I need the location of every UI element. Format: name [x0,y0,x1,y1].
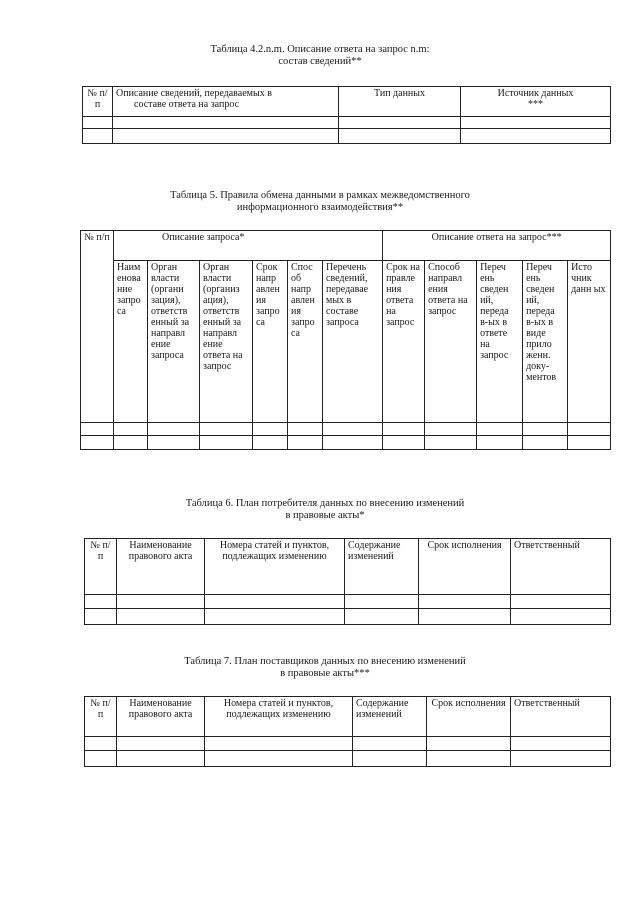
table-row [85,609,611,625]
table-cell[interactable] [477,436,523,450]
table-cell[interactable] [523,423,568,436]
table-4-2-title-line1: Таблица 4.2.n.m. Описание ответа на запрос n.m: [210,44,430,55]
table-cell[interactable] [81,436,114,450]
table-row [85,751,611,767]
table-cell[interactable] [200,436,253,450]
col-header-content: Содержание изменений [345,539,419,595]
table-row [85,697,611,737]
table-6 [84,538,611,625]
table-cell[interactable] [419,609,511,625]
table-cell[interactable] [148,436,200,450]
table-5-title-line2: информационного взаимодействия** [236,202,404,213]
table-row [81,423,611,436]
table-cell[interactable] [419,595,511,609]
table-cell[interactable] [114,436,148,450]
table-cell[interactable] [85,751,117,767]
table-cell[interactable] [85,609,117,625]
col-header-act-name: Наименование правового акта [117,697,205,737]
table-cell[interactable] [511,737,611,751]
col-header-act-name: Наименование правового акта [117,539,205,595]
col-header-request-term: Срок напр авлен ия запро са [253,261,288,423]
col-header-request-authority: Орган власти (органи зация), ответств енный за направл ение запроса [148,261,200,423]
table-7 [84,696,611,767]
col-header-response-term: Срок на правле ния ответа на запрос [383,261,425,423]
table-cell[interactable] [117,737,205,751]
table-6-title-line2: в правовые акты* [285,510,365,521]
col-header-response-method: Способ направл ения ответа на запрос [425,261,477,423]
table-cell[interactable] [511,595,611,609]
col-header-articles: Номера статей и пунктов, подлежащих изменению [205,539,345,595]
col-header-num: № п/п [81,231,114,423]
col-header-responsible: Ответственный [511,697,611,737]
col-header-response-fields: Переч ень сведен ий, переда в-ых в ответе на запрос [477,261,523,423]
table-cell[interactable] [427,737,511,751]
table-cell[interactable] [253,436,288,450]
col-header-data-source-line1: Источник данных [497,88,574,99]
col-header-data-source [461,87,611,117]
table-row [83,117,611,129]
col-header-num: № п/п [85,697,117,737]
table-row [85,595,611,609]
table-cell[interactable] [323,436,383,450]
table-cell[interactable] [427,751,511,767]
table-cell[interactable] [205,751,353,767]
table-cell[interactable] [288,436,323,450]
table-cell[interactable] [353,751,427,767]
table-cell[interactable] [85,737,117,751]
table-5-title-line1: Таблица 5. Правила обмена данными в рамках межведомственного [170,190,470,201]
table-cell[interactable] [288,423,323,436]
table-row [85,737,611,751]
col-header-term: Срок исполнения [427,697,511,737]
table-cell[interactable] [383,423,425,436]
col-header-data-type: Тип данных [339,87,461,117]
col-header-num: № п/п [85,539,117,595]
col-header-responsible: Ответственный [511,539,611,595]
table-row [81,231,611,261]
table-cell[interactable] [461,129,611,144]
col-header-response-authority: Орган власти (организ ация), ответств енный за направл ение ответа на запрос [200,261,253,423]
col-header-num: № п/п [83,87,113,117]
table-cell[interactable] [117,751,205,767]
col-header-content: Содержание изменений [353,697,427,737]
table-cell[interactable] [113,117,339,129]
table-cell[interactable] [113,129,339,144]
table-cell[interactable] [323,423,383,436]
table-cell[interactable] [425,423,477,436]
table-cell[interactable] [83,117,113,129]
table-cell[interactable] [339,129,461,144]
table-cell[interactable] [253,423,288,436]
table-cell[interactable] [345,609,419,625]
table-cell[interactable] [523,436,568,450]
col-header-request-name: Наим енова ние запро са [114,261,148,423]
table-cell[interactable] [339,117,461,129]
table-4-2-title-line2: состав сведений** [278,56,362,67]
col-header-request-method: Спос об напр авлен ия запро са [288,261,323,423]
table-row [83,87,611,117]
table-6-title-line1: Таблица 6. План потребителя данных по внесению изменений [185,498,465,509]
table-row [83,129,611,144]
table-cell[interactable] [205,595,345,609]
table-cell[interactable] [205,737,353,751]
col-header-description-line1: Описание сведений, передаваемых в [116,88,272,99]
col-header-request-fields: Перечень сведений, передавае мых в составе запроса [323,261,383,423]
table-7-title-line1: Таблица 7. План поставщиков данных по внесению изменений [184,656,466,667]
table-cell[interactable] [461,117,611,129]
table-cell[interactable] [200,423,253,436]
table-7-title [130,656,520,680]
table-row [81,436,611,450]
col-header-data-source-line2: *** [528,99,543,110]
table-cell[interactable] [148,423,200,436]
col-group-request: Описание запроса* [114,231,383,261]
table-cell[interactable] [114,423,148,436]
table-4-2 [82,86,611,144]
table-row [85,539,611,595]
table-5 [80,230,611,450]
col-header-description [113,87,339,117]
col-header-term: Срок исполнения [419,539,511,595]
table-7-title-line2: в правовые акты*** [280,668,370,679]
col-header-description-line2: составе ответа на запрос [134,99,240,110]
table-6-title [130,498,520,522]
col-header-response-documents: Переч ень сведен ий, переда в-ых в виде прило женн. доку- ментов [523,261,568,423]
table-cell[interactable] [425,436,477,450]
table-cell[interactable] [353,737,427,751]
table-4-2-title [140,44,500,68]
col-header-articles: Номера статей и пунктов, подлежащих изменению [205,697,353,737]
table-cell[interactable] [117,595,205,609]
table-cell[interactable] [85,595,117,609]
col-header-data-source: Исто чник данн ых [568,261,611,423]
table-5-title [110,190,530,214]
table-cell[interactable] [477,423,523,436]
table-cell[interactable] [117,609,205,625]
table-cell[interactable] [81,423,114,436]
table-cell[interactable] [205,609,345,625]
table-cell[interactable] [83,129,113,144]
table-cell[interactable] [568,436,611,450]
table-cell[interactable] [511,609,611,625]
table-cell[interactable] [511,751,611,767]
table-cell[interactable] [568,423,611,436]
col-group-response: Описание ответа на запрос*** [383,231,611,261]
table-cell[interactable] [345,595,419,609]
table-cell[interactable] [383,436,425,450]
table-row [81,261,611,423]
